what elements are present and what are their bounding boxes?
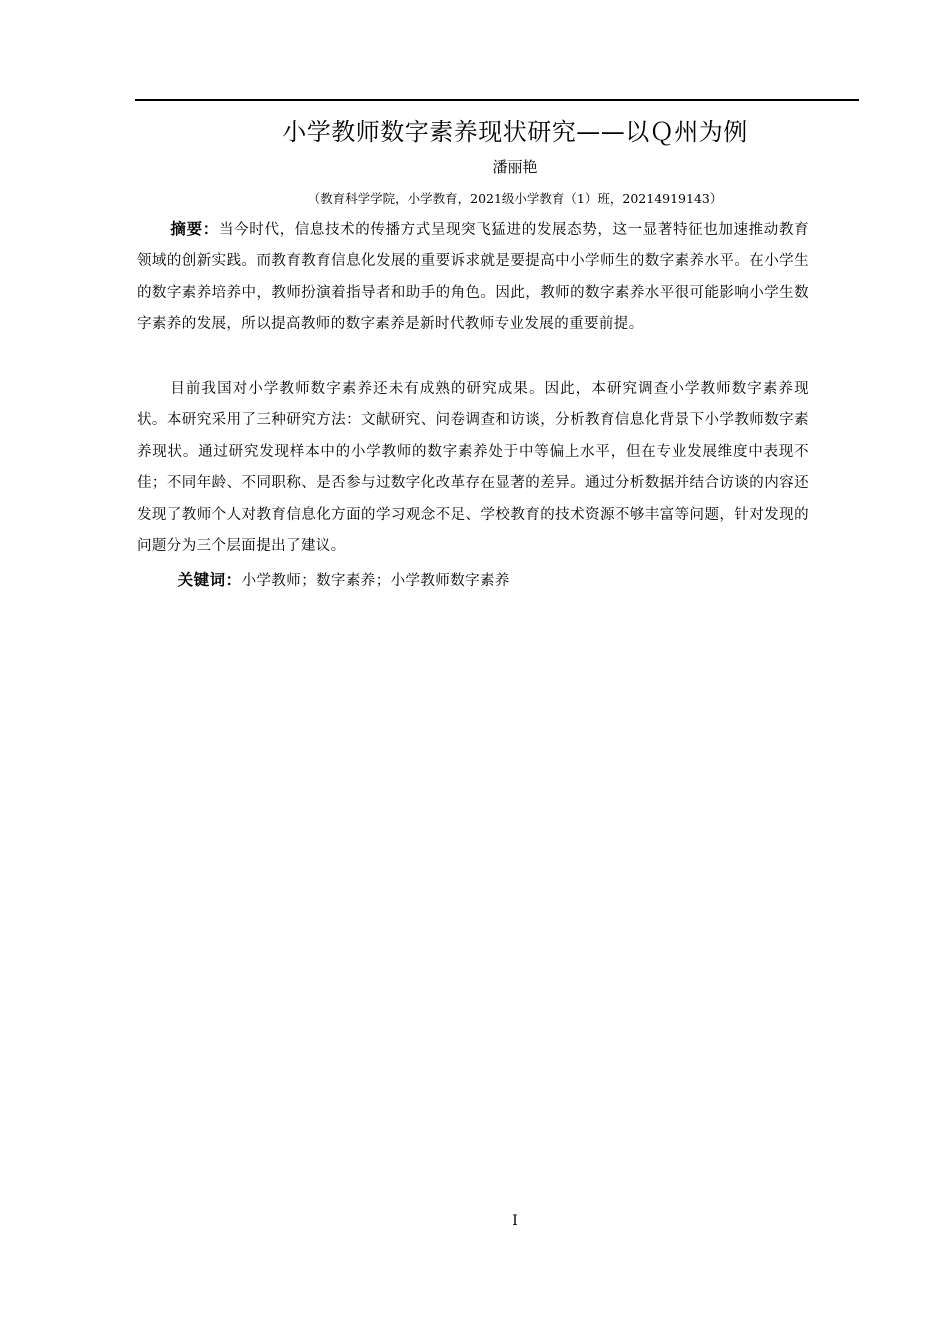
keywords-label: 关键词： [177, 571, 242, 589]
abstract-text-1: 当今时代，信息技术的传播方式呈现突飞猛进的发展态势，这一显著特征也加速推动教育领域的创新实践。而教育教育信息化发展的重要诉求就是要提高中小学师生的数字素养水平。在小学生的数字素养培养中，教师扮演着指导者和助手的角色。因此，教师的数字素养水平很可能影响小学生数字素养的发展，所以提高教师的数字素养是新时代教师专业发展的重要前提。 [137, 222, 809, 333]
abstract-paragraph-1 [137, 214, 809, 341]
keywords-text: 小学教师；数字素养；小学教师数字素养 [241, 573, 510, 589]
author-affiliation: （教育科学学院，小学教育，2021级小学教育（1）班，20214919143） [307, 191, 723, 206]
abstract-paragraph-2 [137, 374, 809, 562]
paper-title: 小学教师数字素养现状研究——以Ｑ州为例 [282, 118, 748, 146]
abstract-text-2: 目前我国对小学教师数字素养还未有成熟的研究成果。因此，本研究调查小学教师数字素养现状。本研究采用了三种研究方法：文献研究、问卷调查和访谈，分析教育信息化背景下小学教师数字素养现状。通过研究发现样本中的小学教师的数字素养处于中等偏上水平，但在专业发展维度中表现不佳；不同年龄、不同职称、是否参与过数字化改革存在显著的差异。通过分析数据并结合访谈的内容还发现了教师个人对教育信息化方面的学习观念不足、学校教育的技术资源不够丰富等问题，针对发现的问题分为三个层面提出了建议。 [137, 381, 809, 555]
keywords-line [137, 565, 809, 597]
header-rule [135, 99, 859, 101]
author-name: 潘丽艳 [492, 158, 538, 176]
abstract-label: 摘要： [170, 220, 220, 238]
page-number: I [512, 1213, 518, 1229]
